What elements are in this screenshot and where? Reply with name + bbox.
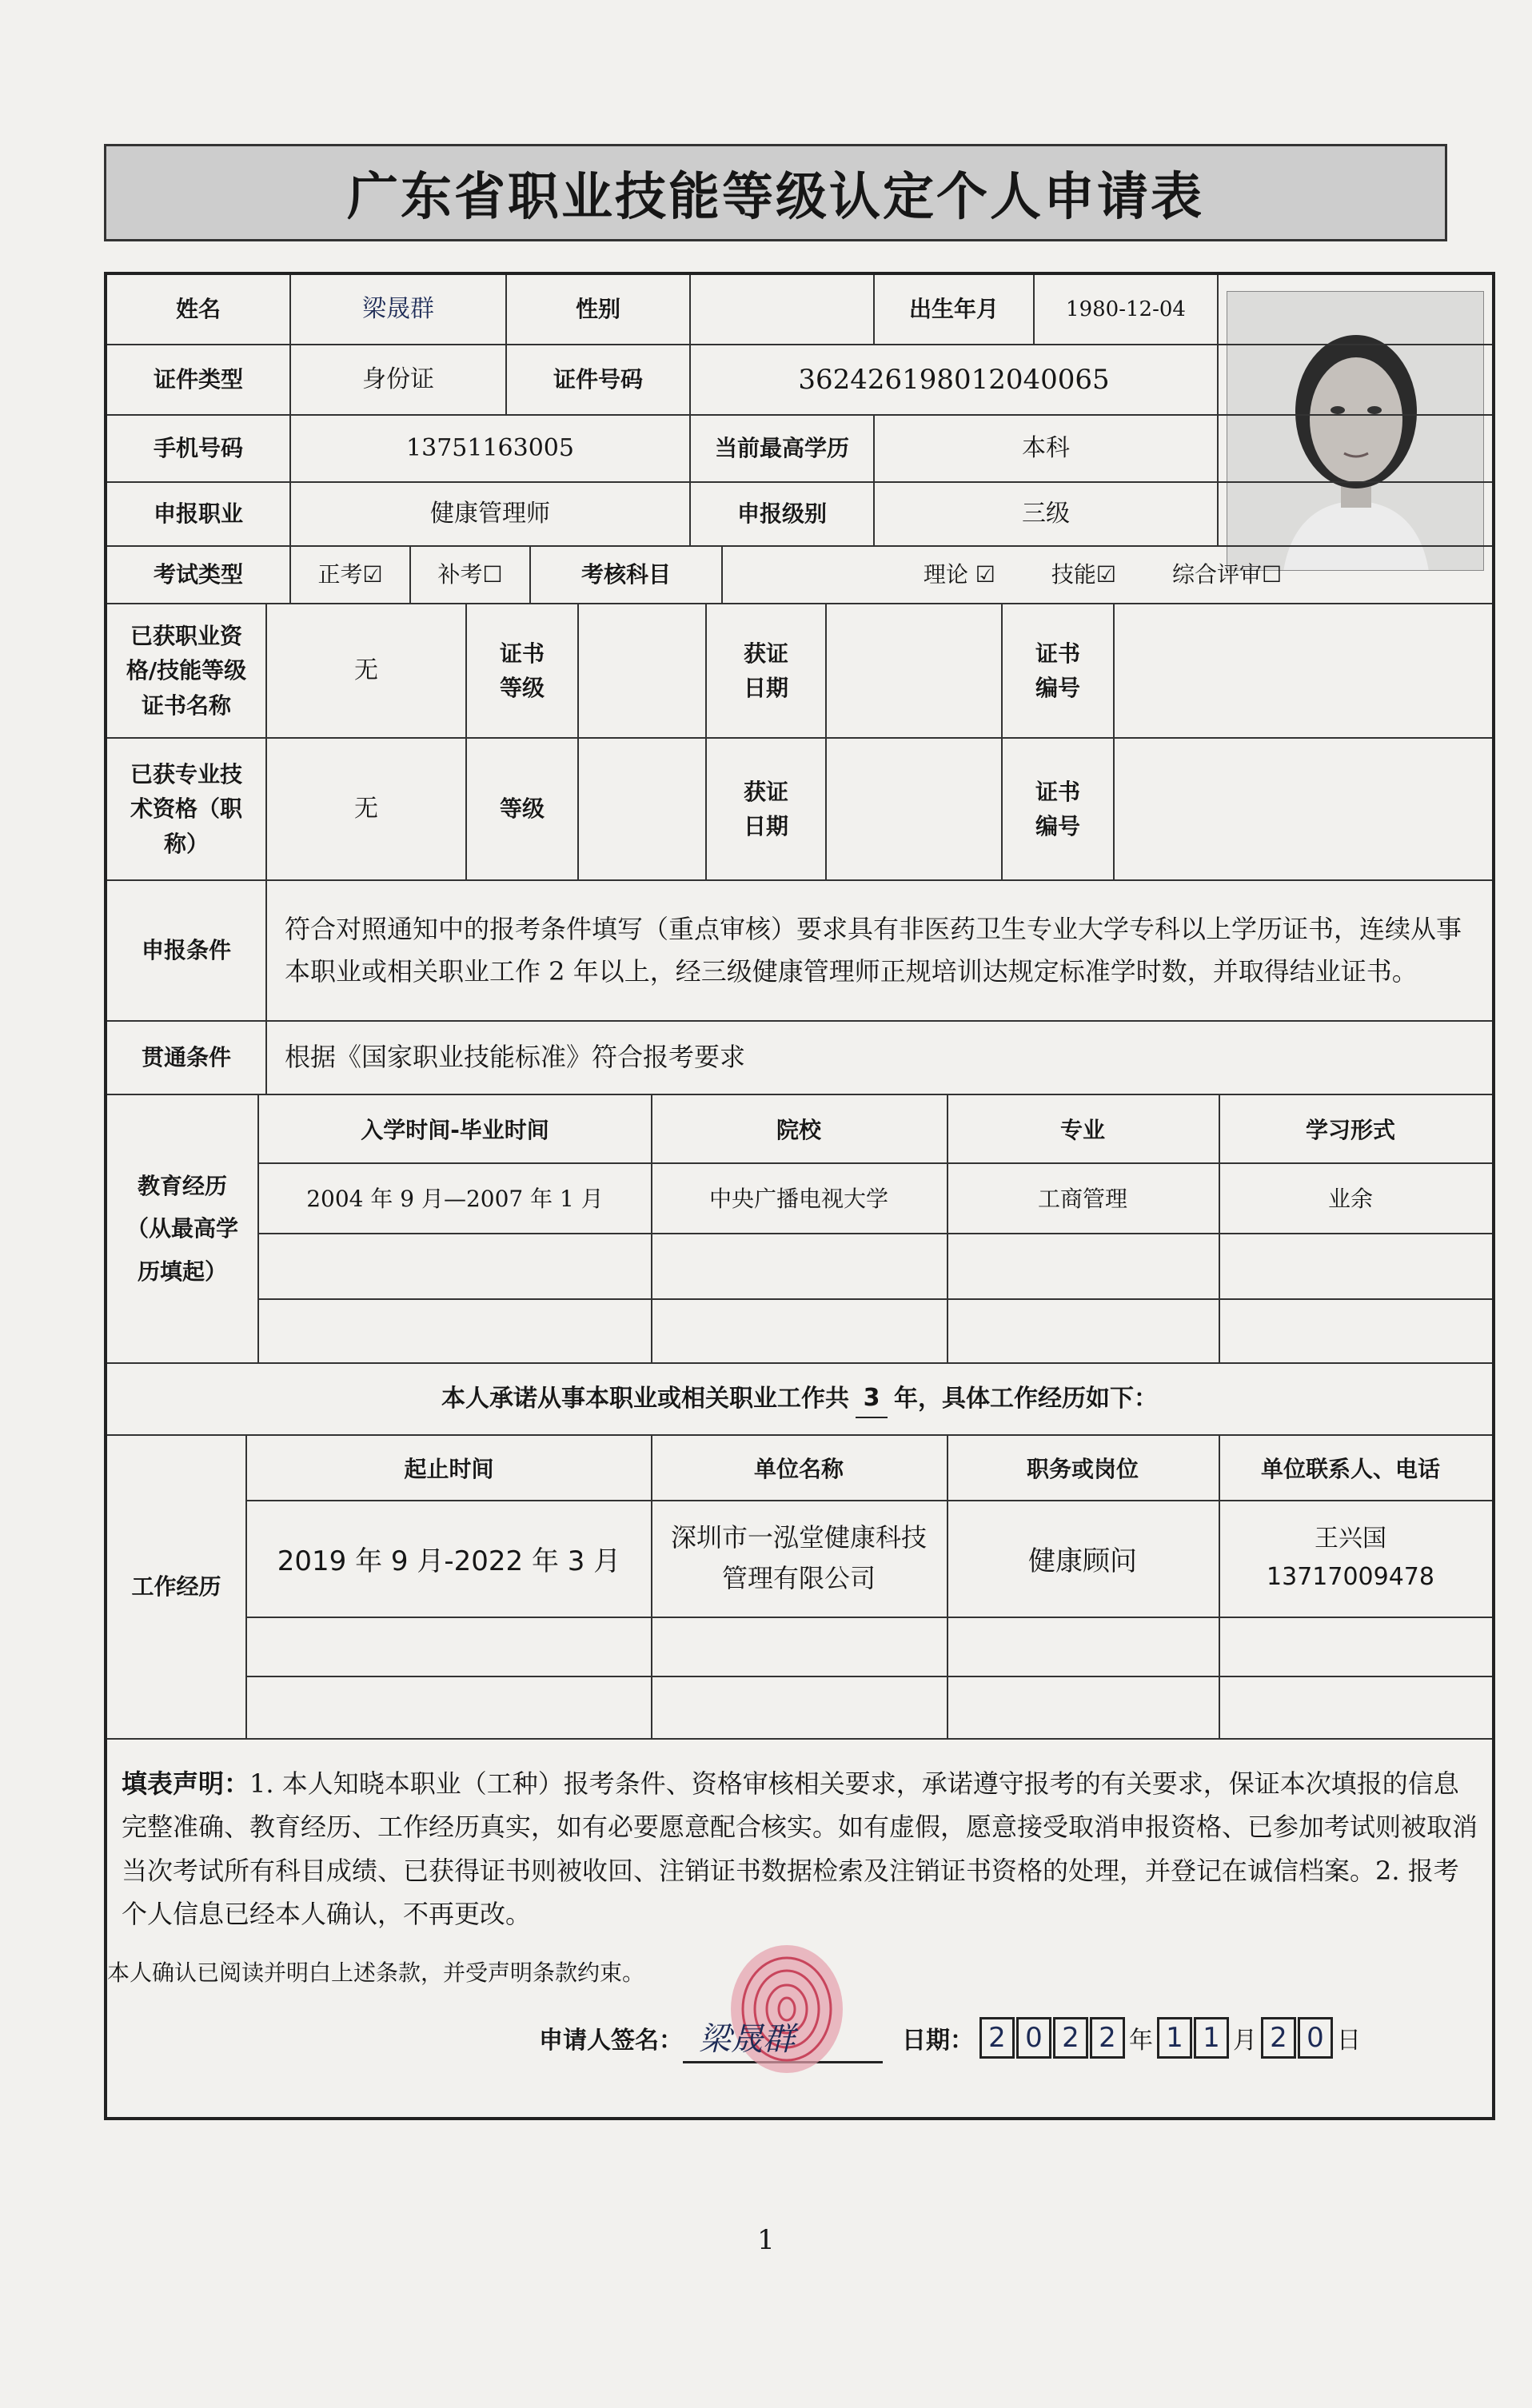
applicant-signature: 梁晟群 xyxy=(699,2020,795,2058)
row-work-commitment xyxy=(107,1364,1492,1436)
edu-header-period: 入学时间-毕业时间 xyxy=(361,1117,549,1143)
cert1-label: 已获职业资格/技能等级证书名称 xyxy=(107,604,267,737)
name-value: 梁晟群 xyxy=(291,275,507,344)
through-label: 贯通条件 xyxy=(107,1022,267,1094)
education-section xyxy=(107,1095,1492,1364)
edu-label: 当前最高学历 xyxy=(691,416,875,481)
application-form xyxy=(104,272,1495,2120)
exam-option-makeup[interactable]: 补考☐ xyxy=(411,547,531,603)
name-label: 姓名 xyxy=(107,275,291,344)
date-year-digit-4[interactable]: 2 xyxy=(1090,2017,1125,2059)
dob-label: 出生年月 xyxy=(875,275,1035,344)
conditions-text: 符合对照通知中的报考条件填写（重点审核）要求具有非医药卫生专业大学专科以上学历证书，连续从事本职业或相关职业工作 2 年以上，经三级健康管理师正规培训达规定标准学时数，并取得结业证书。 xyxy=(285,914,1462,987)
work-header-position: 职务或岗位 xyxy=(1026,1456,1139,1482)
work-commitment-prefix: 本人承诺从事本职业或相关职业工作共 xyxy=(441,1384,849,1413)
work-row-contact: 王兴国 13717009478 xyxy=(1267,1525,1434,1591)
phone-label: 手机号码 xyxy=(107,416,291,481)
gender-label: 性别 xyxy=(507,275,691,344)
edu-value: 本科 xyxy=(875,416,1219,481)
edu-header-major: 专业 xyxy=(1059,1117,1105,1143)
work-commitment-suffix: 年，具体工作经历如下： xyxy=(894,1384,1158,1413)
declaration-confirm: 本人确认已阅读并明白上述条款，并受声明条款约束。 xyxy=(107,1959,645,1986)
date-year-digit-3[interactable]: 2 xyxy=(1053,2017,1088,2059)
job-label: 申报职业 xyxy=(107,483,291,545)
signature-label: 申请人签名： xyxy=(539,2027,683,2055)
edu-row-mode: 业余 xyxy=(1327,1186,1373,1212)
id-type-label: 证件类型 xyxy=(107,345,291,414)
work-section xyxy=(107,1436,1492,1740)
dob-value: 1980-12-04 xyxy=(1035,275,1219,344)
row-cert-vocational xyxy=(107,604,1492,739)
edu-header-school: 院校 xyxy=(776,1117,821,1143)
education-label: 教育经历（从最高学历填起） xyxy=(107,1095,259,1362)
cert1-grade-label: 证书等级 xyxy=(467,604,579,737)
edu-header-mode: 学习形式 xyxy=(1305,1117,1395,1143)
cert1-date xyxy=(827,604,1003,737)
declaration xyxy=(122,1762,1481,1936)
work-commitment xyxy=(107,1364,1492,1434)
cert2-date xyxy=(827,739,1003,879)
work-years: 3 xyxy=(856,1380,888,1419)
cert2-no-label: 证书编号 xyxy=(1003,739,1115,879)
cert1-value: 无 xyxy=(267,604,467,737)
id-no-label: 证件号码 xyxy=(507,345,691,414)
cert1-date-label: 获证日期 xyxy=(707,604,827,737)
cert2-value: 无 xyxy=(267,739,467,879)
cert2-label: 已获专业技术资格（职称） xyxy=(107,739,267,879)
cert1-grade xyxy=(579,604,707,737)
declaration-title: 填表声明： xyxy=(122,1768,250,1799)
page-number: 1 xyxy=(757,2224,775,2256)
cert1-no xyxy=(1115,604,1482,737)
level-label: 申报级别 xyxy=(691,483,875,545)
level-value: 三级 xyxy=(875,483,1219,545)
cert2-no xyxy=(1115,739,1482,879)
row-exam-type xyxy=(107,547,1492,604)
row-job xyxy=(107,483,1492,547)
work-header-period: 起止时间 xyxy=(404,1456,494,1482)
date-year-digit-2[interactable]: 0 xyxy=(1016,2017,1051,2059)
cert1-no-label: 证书编号 xyxy=(1003,604,1115,737)
date-day-unit: 日 xyxy=(1337,2027,1361,2055)
id-no-value: 362426198012040065 xyxy=(691,345,1219,414)
date-year-unit: 年 xyxy=(1129,2027,1153,2055)
subject-skill[interactable]: 技能☑ xyxy=(1051,561,1116,588)
phone-value: 13751163005 xyxy=(291,416,691,481)
exam-option-regular[interactable]: 正考☑ xyxy=(291,547,411,603)
row-id xyxy=(107,345,1492,416)
work-header-contact: 单位联系人、电话 xyxy=(1260,1456,1440,1482)
edu-row-school: 中央广播电视大学 xyxy=(708,1186,888,1212)
exam-type-label: 考试类型 xyxy=(107,547,291,603)
signature-row xyxy=(539,2006,1482,2070)
work-row-company: 深圳市一泓堂健康科技管理有限公司 xyxy=(670,1521,927,1593)
form-title: 广东省职业技能等级认定个人申请表 xyxy=(104,144,1447,241)
row-cert-professional xyxy=(107,739,1492,881)
edu-row-major: 工商管理 xyxy=(1037,1186,1127,1212)
exam-subject-label: 考核科目 xyxy=(531,547,723,603)
work-row-position: 健康顾问 xyxy=(1028,1545,1137,1577)
subject-theory[interactable]: 理论 ☑ xyxy=(923,561,995,588)
gender-value xyxy=(691,275,875,344)
edu-row-period: 2004 年 9 月—2007 年 1 月 xyxy=(306,1186,604,1212)
row-phone xyxy=(107,416,1492,483)
row-through xyxy=(107,1022,1492,1095)
subject-review[interactable]: 综合评审☐ xyxy=(1172,561,1283,588)
cert2-date-label: 获证日期 xyxy=(707,739,827,879)
work-label: 工作经历 xyxy=(107,1436,247,1738)
exam-subjects xyxy=(723,547,1482,603)
date-year-digit-1[interactable]: 2 xyxy=(979,2017,1015,2059)
through-text: 根据《国家职业技能标准》符合报考要求 xyxy=(285,1042,746,1073)
work-header-company: 单位名称 xyxy=(753,1456,844,1482)
row-name xyxy=(107,275,1492,345)
date-month-digit-2[interactable]: 1 xyxy=(1194,2017,1229,2059)
date-month-unit: 月 xyxy=(1233,2027,1257,2055)
declaration-text: 1. 本人知晓本职业（工种）报考条件、资格审核相关要求，承诺遵守报考的有关要求，保证本次填报的信息完整准确、教育经历、工作经历真实，如有必要愿意配合核实。如有虚假，愿意接受取消申报资格、已参加考试则被取消当次考试所有科目成绩、已获得证书则被收回、注销证书数据检索及注销证书资格的处理，并登记在诚信档案。2. 报考个人信息已经本人确认，不再更改。 xyxy=(122,1768,1478,1930)
id-type-value: 身份证 xyxy=(291,345,507,414)
date-day-digit-1[interactable]: 2 xyxy=(1261,2017,1296,2059)
cert2-grade xyxy=(579,739,707,879)
work-row-period: 2019 年 9 月-2022 年 3 月 xyxy=(277,1545,621,1577)
date-day-digit-2[interactable]: 0 xyxy=(1298,2017,1333,2059)
conditions-label: 申报条件 xyxy=(107,881,267,1020)
date-label: 日期： xyxy=(902,2027,974,2055)
job-value: 健康管理师 xyxy=(291,483,691,545)
date-month-digit-1[interactable]: 1 xyxy=(1157,2017,1192,2059)
row-conditions xyxy=(107,881,1492,1022)
cert2-grade-label: 等级 xyxy=(467,739,579,879)
